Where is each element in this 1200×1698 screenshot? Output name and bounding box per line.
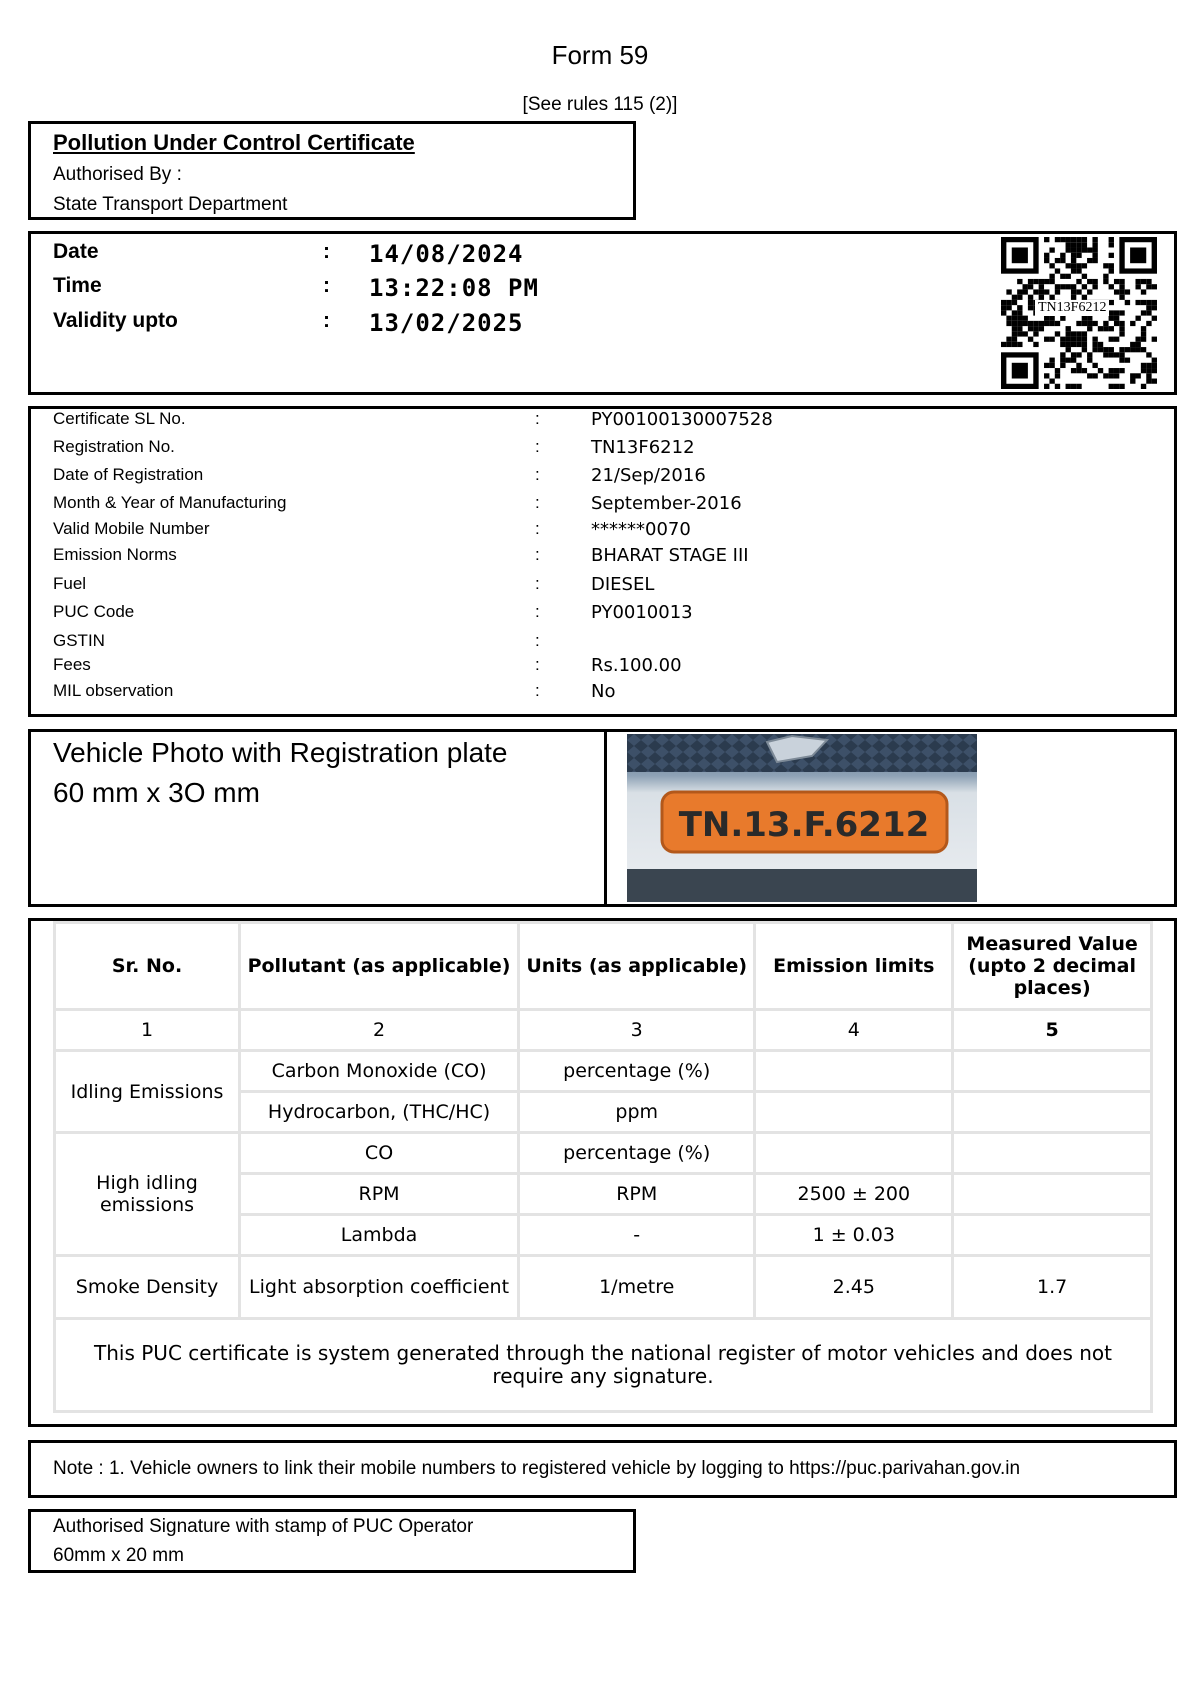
units-cell: 1/metre — [519, 1256, 755, 1319]
detail-value: PY00100130007528 — [591, 409, 773, 430]
separator: : — [535, 681, 540, 700]
col-number: 3 — [519, 1010, 755, 1051]
separator: : — [535, 655, 540, 674]
detail-label: Month & Year of Manufacturing — [53, 493, 287, 512]
authority-department: State Transport Department — [53, 194, 288, 215]
pollutant-cell: Hydrocarbon, (THC/HC) — [240, 1092, 519, 1133]
detail-value: September-2016 — [591, 493, 742, 514]
separator: : — [323, 309, 330, 332]
col-number: 5 — [953, 1010, 1152, 1051]
form-title: Form 59 — [551, 40, 649, 70]
detail-row — [53, 574, 1153, 598]
detail-value: PY0010013 — [591, 602, 693, 623]
authority-box — [28, 121, 636, 220]
validity-label: Validity upto — [53, 309, 178, 332]
date-value: 14/08/2024 — [369, 240, 524, 268]
limit-cell: 2.45 — [755, 1256, 953, 1319]
rules-reference: [See rules 115 (2)] — [522, 94, 678, 115]
detail-row — [53, 602, 1153, 626]
separator: : — [535, 409, 540, 428]
detail-row — [53, 493, 1153, 517]
authorised-by-label: Authorised By : — [53, 164, 182, 185]
pollutant-cell: Light absorption coefficient — [240, 1256, 519, 1319]
validity-box — [28, 231, 1177, 395]
pollutant-cell: CO — [240, 1133, 519, 1174]
col-header-pollutant: Pollutant (as applicable) — [240, 923, 519, 1010]
col-number: 4 — [755, 1010, 953, 1051]
detail-row — [53, 681, 1153, 705]
detail-row — [53, 519, 1153, 543]
detail-row — [53, 437, 1153, 461]
separator: : — [323, 240, 330, 263]
col-header-measured-value: Measured Value (upto 2 decimal places) — [953, 923, 1152, 1010]
validity-row — [53, 309, 613, 339]
limit-cell — [755, 1051, 953, 1092]
detail-value: 21/Sep/2016 — [591, 465, 706, 486]
separator: : — [535, 602, 540, 621]
detail-label: Certificate SL No. — [53, 409, 186, 428]
limit-cell: 1 ± 0.03 — [755, 1215, 953, 1256]
vehicle-details-box — [28, 406, 1177, 717]
pollutant-cell: Lambda — [240, 1215, 519, 1256]
detail-label: Emission Norms — [53, 545, 177, 564]
separator: : — [535, 519, 540, 538]
detail-label: MIL observation — [53, 681, 174, 700]
table-footer-row — [55, 1319, 1152, 1412]
emission-table-box — [28, 918, 1177, 1427]
detail-row — [53, 655, 1153, 679]
detail-value: DIESEL — [591, 574, 655, 595]
group-smoke-density: Smoke Density — [55, 1256, 240, 1319]
units-cell: ppm — [519, 1092, 755, 1133]
limit-cell — [755, 1133, 953, 1174]
col-header-sr-no: Sr. No. — [55, 923, 240, 1010]
detail-row — [53, 465, 1153, 489]
divider — [604, 732, 607, 904]
signature-label: Authorised Signature with stamp of PUC Operator — [53, 1516, 474, 1537]
photo-size: 60 mm x 3O mm — [53, 777, 260, 808]
pollutant-cell: Carbon Monoxide (CO) — [240, 1051, 519, 1092]
signature-size: 60mm x 20 mm — [53, 1545, 184, 1566]
vehicle-photo — [627, 734, 977, 902]
vehicle-photo-box — [28, 729, 1177, 907]
validity-value: 13/02/2025 — [369, 309, 524, 337]
measured-cell — [953, 1174, 1152, 1215]
units-cell: percentage (%) — [519, 1051, 755, 1092]
time-value: 13:22:08 PM — [369, 274, 539, 302]
date-label: Date — [53, 240, 99, 263]
separator: : — [535, 493, 540, 512]
signature-box — [28, 1509, 636, 1573]
time-label: Time — [53, 274, 102, 297]
measured-cell: 1.7 — [953, 1256, 1152, 1319]
table-row-column-numbers — [55, 1010, 1152, 1051]
table-row — [55, 1051, 1152, 1092]
group-high-idling-emissions: High idling emissions — [55, 1133, 240, 1256]
system-generated-note: This PUC certificate is system generated through the national register of motor vehicles and does not require any signature. — [55, 1319, 1152, 1412]
note-box — [28, 1440, 1177, 1498]
car-bumper-shadow — [627, 869, 977, 902]
date-row — [53, 240, 613, 270]
measured-cell — [953, 1215, 1152, 1256]
separator: : — [535, 631, 540, 650]
limit-cell — [755, 1092, 953, 1133]
detail-label: GSTIN — [53, 631, 105, 650]
detail-label: Valid Mobile Number — [53, 519, 210, 538]
detail-label: Fees — [53, 655, 91, 674]
col-number: 1 — [55, 1010, 240, 1051]
certificate-title: Pollution Under Control Certificate — [53, 130, 415, 155]
plate-text: TN.13.F.6212 — [678, 805, 930, 845]
detail-label: Fuel — [53, 574, 87, 593]
detail-row — [53, 631, 1153, 655]
table-row — [55, 1256, 1152, 1319]
separator: : — [323, 274, 330, 297]
separator: : — [535, 574, 540, 593]
mobile-link-note: Note : 1. Vehicle owners to link their mobile numbers to registered vehicle by logging to https://puc.parivahan.gov.in — [53, 1458, 1021, 1479]
col-header-units: Units (as applicable) — [519, 923, 755, 1010]
table-row — [55, 1133, 1152, 1174]
units-cell: percentage (%) — [519, 1133, 755, 1174]
detail-value: TN13F6212 — [591, 437, 695, 458]
pollutant-cell: RPM — [240, 1174, 519, 1215]
group-idling-emissions: Idling Emissions — [55, 1051, 240, 1133]
limit-cell: 2500 ± 200 — [755, 1174, 953, 1215]
time-row — [53, 274, 613, 304]
detail-row — [53, 545, 1153, 569]
detail-value: No — [591, 681, 616, 702]
col-header-emission-limits: Emission limits — [755, 923, 953, 1010]
detail-label: Date of Registration — [53, 465, 204, 484]
table-header-row — [55, 923, 1152, 1010]
emission-table — [53, 921, 1153, 1413]
measured-cell — [953, 1051, 1152, 1092]
detail-value: ******0070 — [591, 519, 691, 540]
units-cell: - — [519, 1215, 755, 1256]
separator: : — [535, 437, 540, 456]
measured-cell — [953, 1092, 1152, 1133]
detail-row — [53, 409, 1153, 433]
qr-code-text: TN13F6212 — [1035, 300, 1109, 316]
detail-label: Registration No. — [53, 437, 175, 456]
units-cell: RPM — [519, 1174, 755, 1215]
measured-cell — [953, 1133, 1152, 1174]
detail-label: PUC Code — [53, 602, 135, 621]
detail-value: BHARAT STAGE III — [591, 545, 749, 566]
detail-value: Rs.100.00 — [591, 655, 682, 676]
separator: : — [535, 465, 540, 484]
col-number: 2 — [240, 1010, 519, 1051]
photo-caption: Vehicle Photo with Registration plate — [53, 737, 508, 768]
separator: : — [535, 545, 540, 564]
